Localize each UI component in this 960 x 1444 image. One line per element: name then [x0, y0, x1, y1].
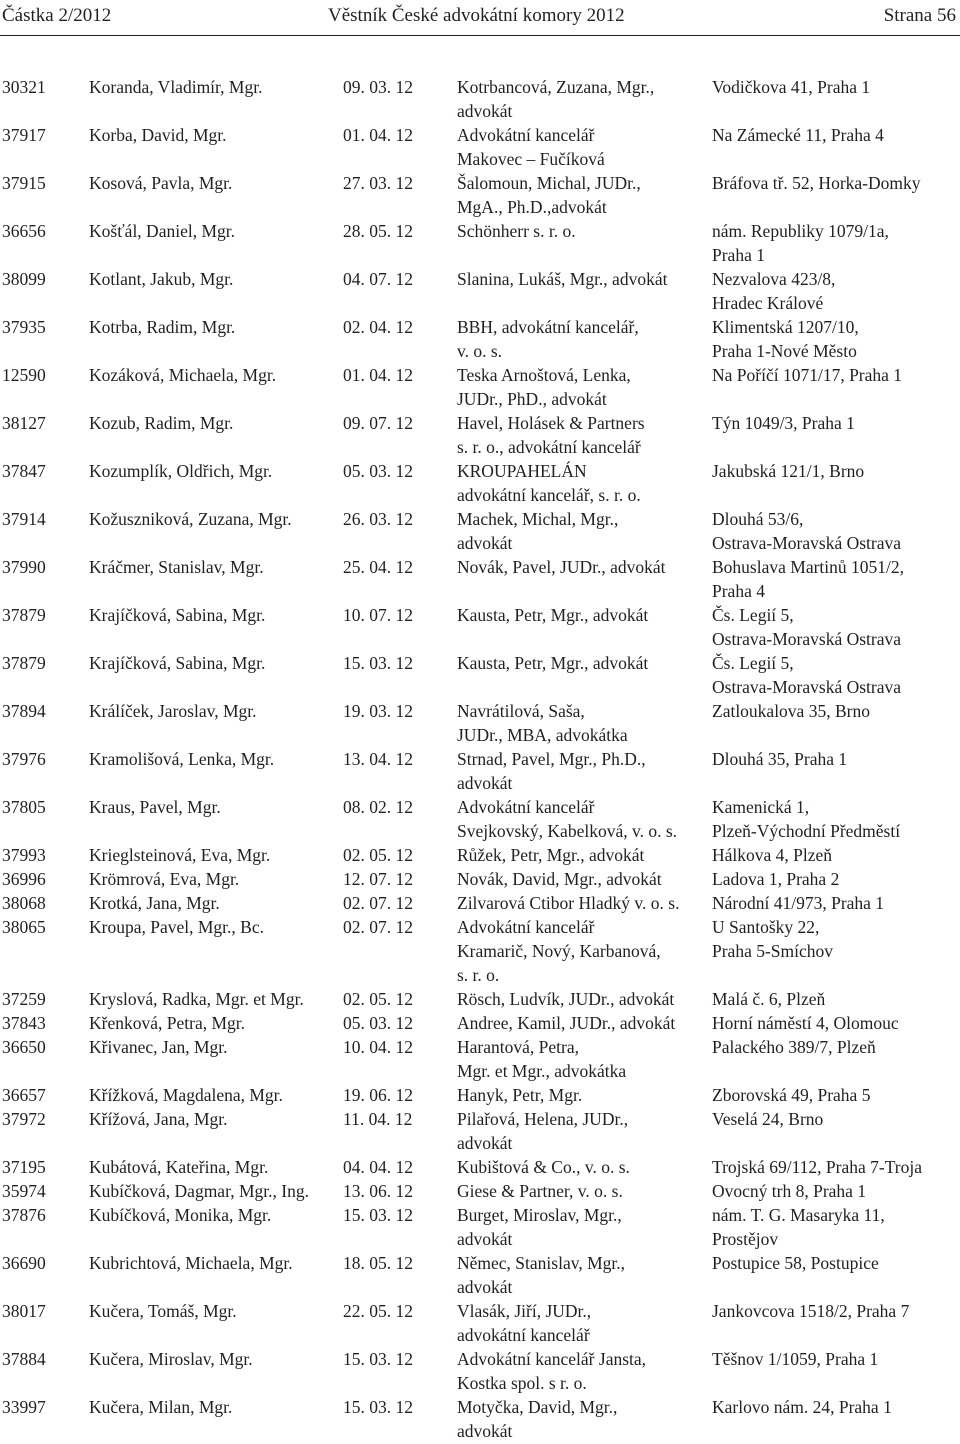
registration-number: 35974 — [2, 1181, 46, 1201]
employer-line: Růžek, Petr, Mgr., advokát — [457, 845, 645, 865]
lawyer-name: Králíček, Jaroslav, Mgr. — [89, 701, 257, 721]
employer-line: Šalomoun, Michal, JUDr., — [457, 173, 641, 193]
address-line: Karlovo nám. 24, Praha 1 — [712, 1397, 892, 1417]
registration-number: 12590 — [2, 365, 46, 385]
lawyer-name: Kučera, Tomáš, Mgr. — [89, 1301, 237, 1321]
employer-line: Němec, Stanislav, Mgr., — [457, 1253, 626, 1273]
address-line: Týn 1049/3, Praha 1 — [712, 413, 855, 433]
lawyer-name: Košťál, Daniel, Mgr. — [89, 221, 235, 241]
employer-line: Slanina, Lukáš, Mgr., advokát — [457, 269, 668, 289]
employer-line: advokát — [457, 532, 513, 553]
employer — [457, 124, 605, 172]
employer-line: Motyčka, David, Mgr., — [457, 1397, 618, 1417]
page-number: Strana 56 — [883, 5, 956, 26]
employer — [457, 1036, 626, 1084]
registration-date: 10. 07. 12 — [343, 605, 413, 625]
address-line: Hálkova 4, Plzeň — [712, 845, 833, 865]
employer — [457, 364, 631, 412]
employer — [457, 1252, 625, 1300]
address — [712, 844, 832, 868]
lawyer-name: Kubátová, Kateřina, Mgr. — [89, 1157, 269, 1177]
registration-date: 08. 02. 12 — [343, 797, 413, 817]
registration-number: 37879 — [2, 653, 46, 673]
employer-line: Makovec – Fučíková — [457, 148, 605, 169]
employer — [457, 268, 667, 292]
address-line: Horní náměstí 4, Olomouc — [712, 1013, 899, 1033]
lawyer-name: Křenková, Petra, Mgr. — [89, 1013, 246, 1033]
address — [712, 748, 847, 772]
registration-date: 05. 03. 12 — [343, 1013, 413, 1033]
registration-number: 38017 — [2, 1301, 46, 1321]
address-line: Dlouhá 53/6, — [712, 509, 804, 529]
employer-line: Advokátní kancelář — [457, 125, 595, 145]
employer-line: MgA., Ph.D.,advokát — [457, 196, 607, 217]
registration-date: 18. 05. 12 — [343, 1253, 413, 1273]
address-line: Malá č. 6, Plzeň — [712, 989, 826, 1009]
address-line: Praha 1 — [712, 244, 765, 265]
registration-number: 37894 — [2, 701, 46, 721]
registration-date: 28. 05. 12 — [343, 221, 413, 241]
employer — [457, 172, 641, 220]
employer-line: advokát — [457, 772, 513, 793]
employer-line: KROUPAHELÁN — [457, 461, 587, 481]
address — [712, 172, 921, 196]
employer-line: Vlasák, Jiří, JUDr., — [457, 1301, 592, 1321]
employer-line: Kausta, Petr, Mgr., advokát — [457, 605, 649, 625]
address-line: Palackého 389/7, Plzeň — [712, 1037, 876, 1057]
lawyer-name: Kramolišová, Lenka, Mgr. — [89, 749, 275, 769]
lawyer-name: Korba, David, Mgr. — [89, 125, 227, 145]
lawyer-name: Kotlant, Jakub, Mgr. — [89, 269, 234, 289]
registration-date: 15. 03. 12 — [343, 1397, 413, 1417]
registration-number: 37976 — [2, 749, 46, 769]
address — [712, 1156, 922, 1180]
employer-line: advokát — [457, 1132, 513, 1153]
address-line: Ostrava-Moravská Ostrava — [712, 676, 902, 697]
employer-line: Schönherr s. r. o. — [457, 221, 576, 241]
registration-date: 13. 04. 12 — [343, 749, 413, 769]
registration-date: 01. 04. 12 — [343, 365, 413, 385]
registration-date: 02. 05. 12 — [343, 845, 413, 865]
employer — [457, 916, 661, 987]
registration-date: 04. 07. 12 — [343, 269, 413, 289]
employer-line: Machek, Michal, Mgr., — [457, 509, 619, 529]
address-line: Ostrava-Moravská Ostrava — [712, 532, 902, 553]
address-line: Na Zámecké 11, Praha 4 — [712, 125, 884, 145]
lawyer-name: Kotrba, Radim, Mgr. — [89, 317, 236, 337]
address-line: Ladova 1, Praha 2 — [712, 869, 840, 889]
address-line: Nezvalova 423/8, — [712, 269, 836, 289]
lawyer-name: Kubíčková, Dagmar, Mgr., Ing. — [89, 1181, 309, 1201]
employer — [457, 76, 654, 124]
registration-date: 15. 03. 12 — [343, 1205, 413, 1225]
address — [712, 868, 839, 892]
employer — [457, 868, 662, 892]
employer-line: Kausta, Petr, Mgr., advokát — [457, 653, 649, 673]
address-line: Čs. Legií 5, — [712, 605, 794, 625]
employer-line: s. r. o. — [457, 964, 500, 985]
employer — [457, 460, 641, 508]
address — [712, 1348, 878, 1372]
address-line: Ovocný trh 8, Praha 1 — [712, 1181, 867, 1201]
registration-number: 37884 — [2, 1349, 46, 1369]
registration-date: 15. 03. 12 — [343, 1349, 413, 1369]
address-line: Dlouhá 35, Praha 1 — [712, 749, 848, 769]
registration-number: 37972 — [2, 1109, 46, 1129]
lawyer-name: Koranda, Vladimír, Mgr. — [89, 77, 263, 97]
lawyer-name: Kožuszniková, Zuzana, Mgr. — [89, 509, 292, 529]
employer — [457, 1108, 628, 1156]
employer — [457, 316, 639, 364]
address-line: Praha 4 — [712, 580, 765, 601]
employer-line: Andree, Kamil, JUDr., advokát — [457, 1013, 676, 1033]
address — [712, 316, 859, 364]
employer-line: Havel, Holásek & Partners — [457, 413, 645, 433]
registration-number: 38068 — [2, 893, 46, 913]
registration-number: 38127 — [2, 413, 46, 433]
address-line: Hradec Králové — [712, 292, 824, 313]
address — [712, 124, 884, 148]
employer — [457, 652, 648, 676]
address — [712, 460, 864, 484]
registration-date: 25. 04. 12 — [343, 557, 413, 577]
address — [712, 700, 870, 724]
employer-line: Kostka spol. s r. o. — [457, 1372, 587, 1393]
registration-number: 36650 — [2, 1037, 46, 1057]
registration-date: 19. 06. 12 — [343, 1085, 413, 1105]
lawyer-name: Krieglsteinová, Eva, Mgr. — [89, 845, 271, 865]
employer — [457, 604, 648, 628]
address-line: Čs. Legií 5, — [712, 653, 794, 673]
registration-date: 13. 06. 12 — [343, 1181, 413, 1201]
employer-line: Kotrbancová, Zuzana, Mgr., — [457, 77, 655, 97]
registration-number: 38065 — [2, 917, 46, 937]
employer-line: JUDr., MBA, advokátka — [457, 724, 628, 745]
address-line: Zborovská 49, Praha 5 — [712, 1085, 871, 1105]
employer — [457, 1012, 675, 1036]
employer-line: Kramarič, Nový, Karbanová, — [457, 940, 661, 961]
employer — [457, 988, 674, 1012]
issue-number: Částka 2/2012 — [2, 5, 112, 26]
registration-date: 05. 03. 12 — [343, 461, 413, 481]
employer-line: advokát — [457, 100, 513, 121]
employer-line: Harantová, Petra, — [457, 1037, 579, 1057]
address-line: Klimentská 1207/10, — [712, 317, 859, 337]
address-line: Praha 5-Smíchov — [712, 940, 834, 961]
employer-line: s. r. o., advokátní kancelář — [457, 436, 641, 457]
registration-number: 36996 — [2, 869, 46, 889]
registration-number: 37805 — [2, 797, 46, 817]
employer — [457, 892, 679, 916]
registration-number: 37847 — [2, 461, 46, 481]
employer-line: Burget, Miroslav, Mgr., — [457, 1205, 622, 1225]
address — [712, 652, 901, 700]
registration-number: 37876 — [2, 1205, 46, 1225]
lawyer-name: Kubíčková, Monika, Mgr. — [89, 1205, 272, 1225]
address — [712, 916, 833, 964]
address — [712, 1012, 899, 1036]
address — [712, 1396, 892, 1420]
registration-date: 02. 05. 12 — [343, 989, 413, 1009]
employer — [457, 1180, 623, 1204]
address-line: Kamenická 1, — [712, 797, 810, 817]
registration-number: 37195 — [2, 1157, 46, 1177]
lawyer-name: Krotká, Jana, Mgr. — [89, 893, 220, 913]
registration-date: 02. 07. 12 — [343, 917, 413, 937]
lawyer-name: Křivanec, Jan, Mgr. — [89, 1037, 228, 1057]
employer — [457, 1204, 622, 1252]
lawyer-name: Kučera, Miroslav, Mgr. — [89, 1349, 253, 1369]
employer-line: Kubištová & Co., v. o. s. — [457, 1157, 630, 1177]
address-line: Bráfova tř. 52, Horka-Domky — [712, 173, 921, 193]
address-line: Zatloukalova 35, Brno — [712, 701, 870, 721]
registration-date: 19. 03. 12 — [343, 701, 413, 721]
employer-line: advokát — [457, 1228, 513, 1249]
lawyer-name: Kučera, Milan, Mgr. — [89, 1397, 233, 1417]
registration-number: 37917 — [2, 125, 46, 145]
registration-number: 37990 — [2, 557, 46, 577]
employer — [457, 508, 618, 556]
address-line: Národní 41/973, Praha 1 — [712, 893, 885, 913]
address — [712, 1204, 885, 1252]
employer-line: advokátní kancelář, s. r. o. — [457, 484, 641, 505]
registration-date: 11. 04. 12 — [343, 1109, 413, 1129]
employer — [457, 220, 576, 244]
lawyer-name: Kráčmer, Stanislav, Mgr. — [89, 557, 264, 577]
employer-line: JUDr., PhD., advokát — [457, 388, 607, 409]
employer-line: BBH, advokátní kancelář, — [457, 317, 639, 337]
registration-date: 09. 07. 12 — [343, 413, 413, 433]
employer-line: advokát — [457, 1276, 513, 1297]
address-line: Ostrava-Moravská Ostrava — [712, 628, 902, 649]
lawyer-name: Kubrichtová, Michaela, Mgr. — [89, 1253, 293, 1273]
address-line: nám. T. G. Masaryka 11, — [712, 1205, 885, 1225]
registration-date: 04. 04. 12 — [343, 1157, 413, 1177]
address — [712, 604, 901, 652]
registration-number: 33997 — [2, 1397, 46, 1417]
address — [712, 1252, 879, 1276]
lawyer-name: Kraus, Pavel, Mgr. — [89, 797, 221, 817]
lawyer-name: Kozumplík, Oldřich, Mgr. — [89, 461, 273, 481]
address — [712, 556, 904, 604]
address-line: Vodičkova 41, Praha 1 — [712, 77, 871, 97]
address — [712, 268, 835, 316]
employer-line: Novák, David, Mgr., advokát — [457, 869, 662, 889]
lawyer-name: Křížková, Magdalena, Mgr. — [89, 1085, 283, 1105]
employer-line: v. o. s. — [457, 340, 503, 361]
employer-line: Advokátní kancelář — [457, 917, 595, 937]
registration-number: 38099 — [2, 269, 46, 289]
address-line: Na Poříčí 1071/17, Praha 1 — [712, 365, 903, 385]
employer — [457, 748, 646, 796]
registration-date: 01. 04. 12 — [343, 125, 413, 145]
address — [712, 364, 902, 388]
registration-date: 26. 03. 12 — [343, 509, 413, 529]
registration-number: 36690 — [2, 1253, 46, 1273]
employer-line: Advokátní kancelář — [457, 797, 595, 817]
address — [712, 76, 870, 100]
address-line: Postupice 58, Postupice — [712, 1253, 879, 1273]
address-line: U Santošky 22, — [712, 917, 820, 937]
address-line: Trojská 69/112, Praha 7-Troja — [712, 1157, 923, 1177]
lawyer-name: Krajíčková, Sabina, Mgr. — [89, 653, 266, 673]
employer — [457, 1156, 630, 1180]
registration-number: 36656 — [2, 221, 46, 241]
lawyer-name: Krajíčková, Sabina, Mgr. — [89, 605, 266, 625]
employer-line: advokát — [457, 1420, 513, 1441]
registration-date: 22. 05. 12 — [343, 1301, 413, 1321]
registration-number: 30321 — [2, 77, 46, 97]
employer-line: Hanyk, Petr, Mgr. — [457, 1085, 583, 1105]
registration-number: 37259 — [2, 989, 46, 1009]
employer-line: Novák, Pavel, JUDr., advokát — [457, 557, 666, 577]
address — [712, 1084, 870, 1108]
employer — [457, 1084, 582, 1108]
employer-line: Rösch, Ludvík, JUDr., advokát — [457, 989, 675, 1009]
employer-line: Mgr. et Mgr., advokátka — [457, 1060, 627, 1081]
registration-date: 10. 04. 12 — [343, 1037, 413, 1057]
address-line: Praha 1-Nové Město — [712, 340, 857, 361]
address — [712, 412, 855, 436]
employer-line: Advokátní kancelář Jansta, — [457, 1349, 647, 1369]
registration-date: 27. 03. 12 — [343, 173, 413, 193]
employer-line: Strnad, Pavel, Mgr., Ph.D., — [457, 749, 646, 769]
address-line: Bohuslava Martinů 1051/2, — [712, 557, 904, 577]
address — [712, 796, 900, 844]
employer-line: Zilvarová Ctibor Hladký v. o. s. — [457, 893, 680, 913]
lawyer-name: Kosová, Pavla, Mgr. — [89, 173, 233, 193]
registration-date: 12. 07. 12 — [343, 869, 413, 889]
employer-line: Svejkovský, Kabelková, v. o. s. — [457, 820, 678, 841]
address-line: Jankovcova 1518/2, Praha 7 — [712, 1301, 910, 1321]
lawyer-name: Krömrová, Eva, Mgr. — [89, 869, 240, 889]
registration-number: 37993 — [2, 845, 46, 865]
registration-date: 15. 03. 12 — [343, 653, 413, 673]
address-line: Prostějov — [712, 1228, 779, 1249]
employer — [457, 1300, 591, 1348]
address — [712, 508, 901, 556]
employer-line: Pilařová, Helena, JUDr., — [457, 1109, 629, 1129]
employer — [457, 1348, 646, 1396]
employer-line: Giese & Partner, v. o. s. — [457, 1181, 623, 1201]
employer — [457, 796, 677, 844]
address — [712, 220, 889, 268]
address-line: Veselá 24, Brno — [712, 1109, 824, 1129]
address-line: Plzeň-Východní Předměstí — [712, 820, 901, 841]
registration-date: 09. 03. 12 — [343, 77, 413, 97]
address — [712, 1180, 866, 1204]
employer — [457, 556, 666, 580]
lawyer-name: Kozáková, Michaela, Mgr. — [89, 365, 277, 385]
address — [712, 892, 884, 916]
registration-date: 02. 07. 12 — [343, 893, 413, 913]
registration-number: 37914 — [2, 509, 46, 529]
employer — [457, 412, 645, 460]
address — [712, 1300, 909, 1324]
publication-title: Věstník České advokátní komory 2012 — [328, 5, 625, 26]
lawyer-name: Kryslová, Radka, Mgr. et Mgr. — [89, 989, 304, 1009]
registration-number: 37879 — [2, 605, 46, 625]
employer — [457, 1396, 617, 1444]
address-line: nám. Republiky 1079/1a, — [712, 221, 889, 241]
registration-number: 36657 — [2, 1085, 46, 1105]
registration-number: 37915 — [2, 173, 46, 193]
address — [712, 1036, 876, 1060]
employer-line: Navrátilová, Saša, — [457, 701, 585, 721]
lawyer-name: Kozub, Radim, Mgr. — [89, 413, 234, 433]
lawyer-name: Křížová, Jana, Mgr. — [89, 1109, 228, 1129]
address — [712, 1108, 823, 1132]
employer-line: Teska Arnoštová, Lenka, — [457, 365, 631, 385]
employer — [457, 700, 628, 748]
employer-line: advokátní kancelář — [457, 1324, 590, 1345]
address-line: Těšnov 1/1059, Praha 1 — [712, 1349, 879, 1369]
registration-number: 37935 — [2, 317, 46, 337]
address — [712, 988, 825, 1012]
address-line: Jakubská 121/1, Brno — [712, 461, 865, 481]
registration-number: 37843 — [2, 1013, 46, 1033]
lawyer-name: Kroupa, Pavel, Mgr., Bc. — [89, 917, 264, 937]
registration-date: 02. 04. 12 — [343, 317, 413, 337]
employer — [457, 844, 644, 868]
